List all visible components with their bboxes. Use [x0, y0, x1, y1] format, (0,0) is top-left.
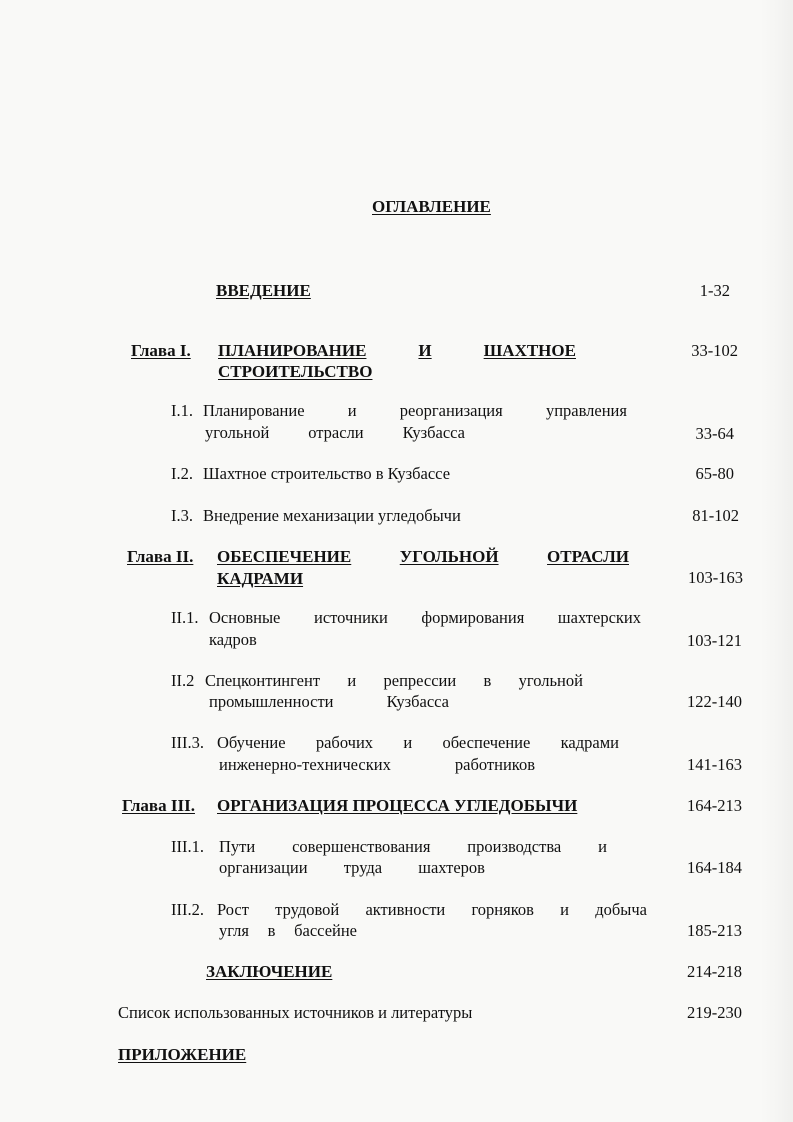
- word: и: [403, 733, 413, 752]
- word: отрасли: [308, 423, 364, 442]
- toc-sources-label: Список использованных источников и литературы: [118, 1003, 473, 1022]
- word: трудовой: [275, 900, 340, 919]
- toc-conclusion-pages: 214-218: [687, 962, 742, 981]
- word: ОТРАСЛИ: [547, 547, 629, 566]
- toc-appendix-label: ПРИЛОЖЕНИЕ: [118, 1045, 247, 1064]
- chapter2-title-line1: [217, 548, 629, 565]
- word: и: [560, 900, 569, 919]
- word: производства: [467, 837, 562, 856]
- section-1-1-line2: [205, 425, 465, 442]
- word: Спецконтингент: [205, 671, 321, 690]
- section-1-2-pages: 65-80: [695, 464, 734, 483]
- section-2-3-pages: 141-163: [687, 755, 742, 774]
- section-2-1-pages: 103-121: [687, 631, 742, 650]
- word: угля: [219, 921, 250, 940]
- section-2-3-line2: [219, 757, 535, 774]
- chapter2-title-line2: КАДРАМИ: [217, 569, 304, 588]
- word: ШАХТНОЕ: [483, 341, 576, 360]
- word: кадрами: [560, 733, 619, 752]
- word: инженерно-технических: [219, 755, 391, 774]
- section-3-1-line1: [219, 839, 607, 856]
- section-3-1-number: III.1.: [171, 837, 204, 856]
- section-2-1-line2: кадров: [209, 630, 257, 649]
- section-3-1-line2: [219, 860, 485, 877]
- word: УГОЛЬНОЙ: [399, 547, 499, 566]
- word: Основные: [209, 608, 281, 627]
- section-2-3-line1: [217, 735, 619, 752]
- word: труда: [343, 858, 383, 877]
- section-3-2-line2: [219, 923, 357, 940]
- section-3-2-pages: 185-213: [687, 921, 742, 940]
- section-1-3-number: I.3.: [171, 506, 193, 525]
- toc-sources-pages: 219-230: [687, 1003, 742, 1022]
- word: добыча: [595, 900, 647, 919]
- word: и: [347, 671, 357, 690]
- word: угольной: [205, 423, 270, 442]
- section-2-1-number: II.1.: [171, 608, 199, 627]
- word: работников: [454, 755, 535, 774]
- section-3-1-pages: 164-184: [687, 858, 742, 877]
- page-edge-shadow: [760, 0, 793, 1122]
- word: ОБЕСПЕЧЕНИЕ: [217, 547, 352, 566]
- word: формирования: [421, 608, 525, 627]
- section-2-1-line1: [209, 610, 641, 627]
- word: и: [347, 401, 357, 420]
- word: в: [267, 921, 276, 940]
- word: рабочих: [315, 733, 374, 752]
- word: в: [483, 671, 492, 690]
- section-1-1-line1: [203, 403, 627, 420]
- section-1-1-pages: 33-64: [695, 424, 734, 443]
- chapter3-title: ОРГАНИЗАЦИЯ ПРОЦЕССА УГЛЕДОБЫЧИ: [217, 796, 578, 815]
- word: угольной: [518, 671, 583, 690]
- word: Кузбасса: [402, 423, 465, 442]
- section-3-2-line1: [217, 902, 647, 919]
- word: ПЛАНИРОВАНИЕ: [218, 341, 367, 360]
- word: организации: [219, 858, 308, 877]
- toc-title: ОГЛАВЛЕНИЕ: [372, 197, 491, 216]
- word: и: [598, 837, 607, 856]
- word: совершенствования: [292, 837, 431, 856]
- section-3-2-number: III.2.: [171, 900, 204, 919]
- section-2-2-pages: 122-140: [687, 692, 742, 711]
- section-1-2-text: Шахтное строительство в Кузбассе: [203, 464, 451, 483]
- toc-intro-pages: 1-32: [699, 281, 730, 300]
- word: Рост: [217, 900, 249, 919]
- word: промышленности: [209, 692, 334, 711]
- word: управления: [545, 401, 627, 420]
- chapter1-title-line2: СТРОИТЕЛЬСТВО: [218, 362, 373, 381]
- word: репрессии: [383, 671, 457, 690]
- word: активности: [365, 900, 446, 919]
- word: источники: [314, 608, 388, 627]
- toc-conclusion-label: ЗАКЛЮЧЕНИЕ: [206, 962, 333, 981]
- section-2-2-number: II.2: [171, 671, 195, 690]
- chapter3-pages: 164-213: [687, 796, 742, 815]
- chapter2-pages: 103-163: [688, 568, 743, 587]
- word: Пути: [219, 837, 256, 856]
- chapter2-label: Глава II.: [127, 547, 194, 566]
- word: горняков: [471, 900, 534, 919]
- section-2-3-number: III.3.: [171, 733, 204, 752]
- chapter1-label: Глава I.: [131, 341, 191, 360]
- word: реорганизация: [399, 401, 503, 420]
- section-1-3-text: Внедрение механизации угледобычи: [203, 506, 461, 525]
- word: И: [418, 341, 432, 360]
- toc-intro-label: ВВЕДЕНИЕ: [216, 281, 311, 300]
- chapter1-title-line1: [218, 342, 576, 359]
- word: Планирование: [203, 401, 305, 420]
- word: шахтерских: [557, 608, 641, 627]
- section-1-3-pages: 81-102: [692, 506, 739, 525]
- word: Кузбасса: [386, 692, 449, 711]
- chapter3-label: Глава III.: [122, 796, 195, 815]
- section-1-2-number: I.2.: [171, 464, 193, 483]
- word: обеспечение: [442, 733, 531, 752]
- section-2-2-line1: [205, 673, 583, 690]
- word: Обучение: [217, 733, 286, 752]
- word: бассейне: [294, 921, 357, 940]
- section-1-1-number: I.1.: [171, 401, 193, 420]
- chapter1-pages: 33-102: [691, 341, 738, 360]
- word: шахтеров: [418, 858, 485, 877]
- section-2-2-line2: [209, 694, 449, 711]
